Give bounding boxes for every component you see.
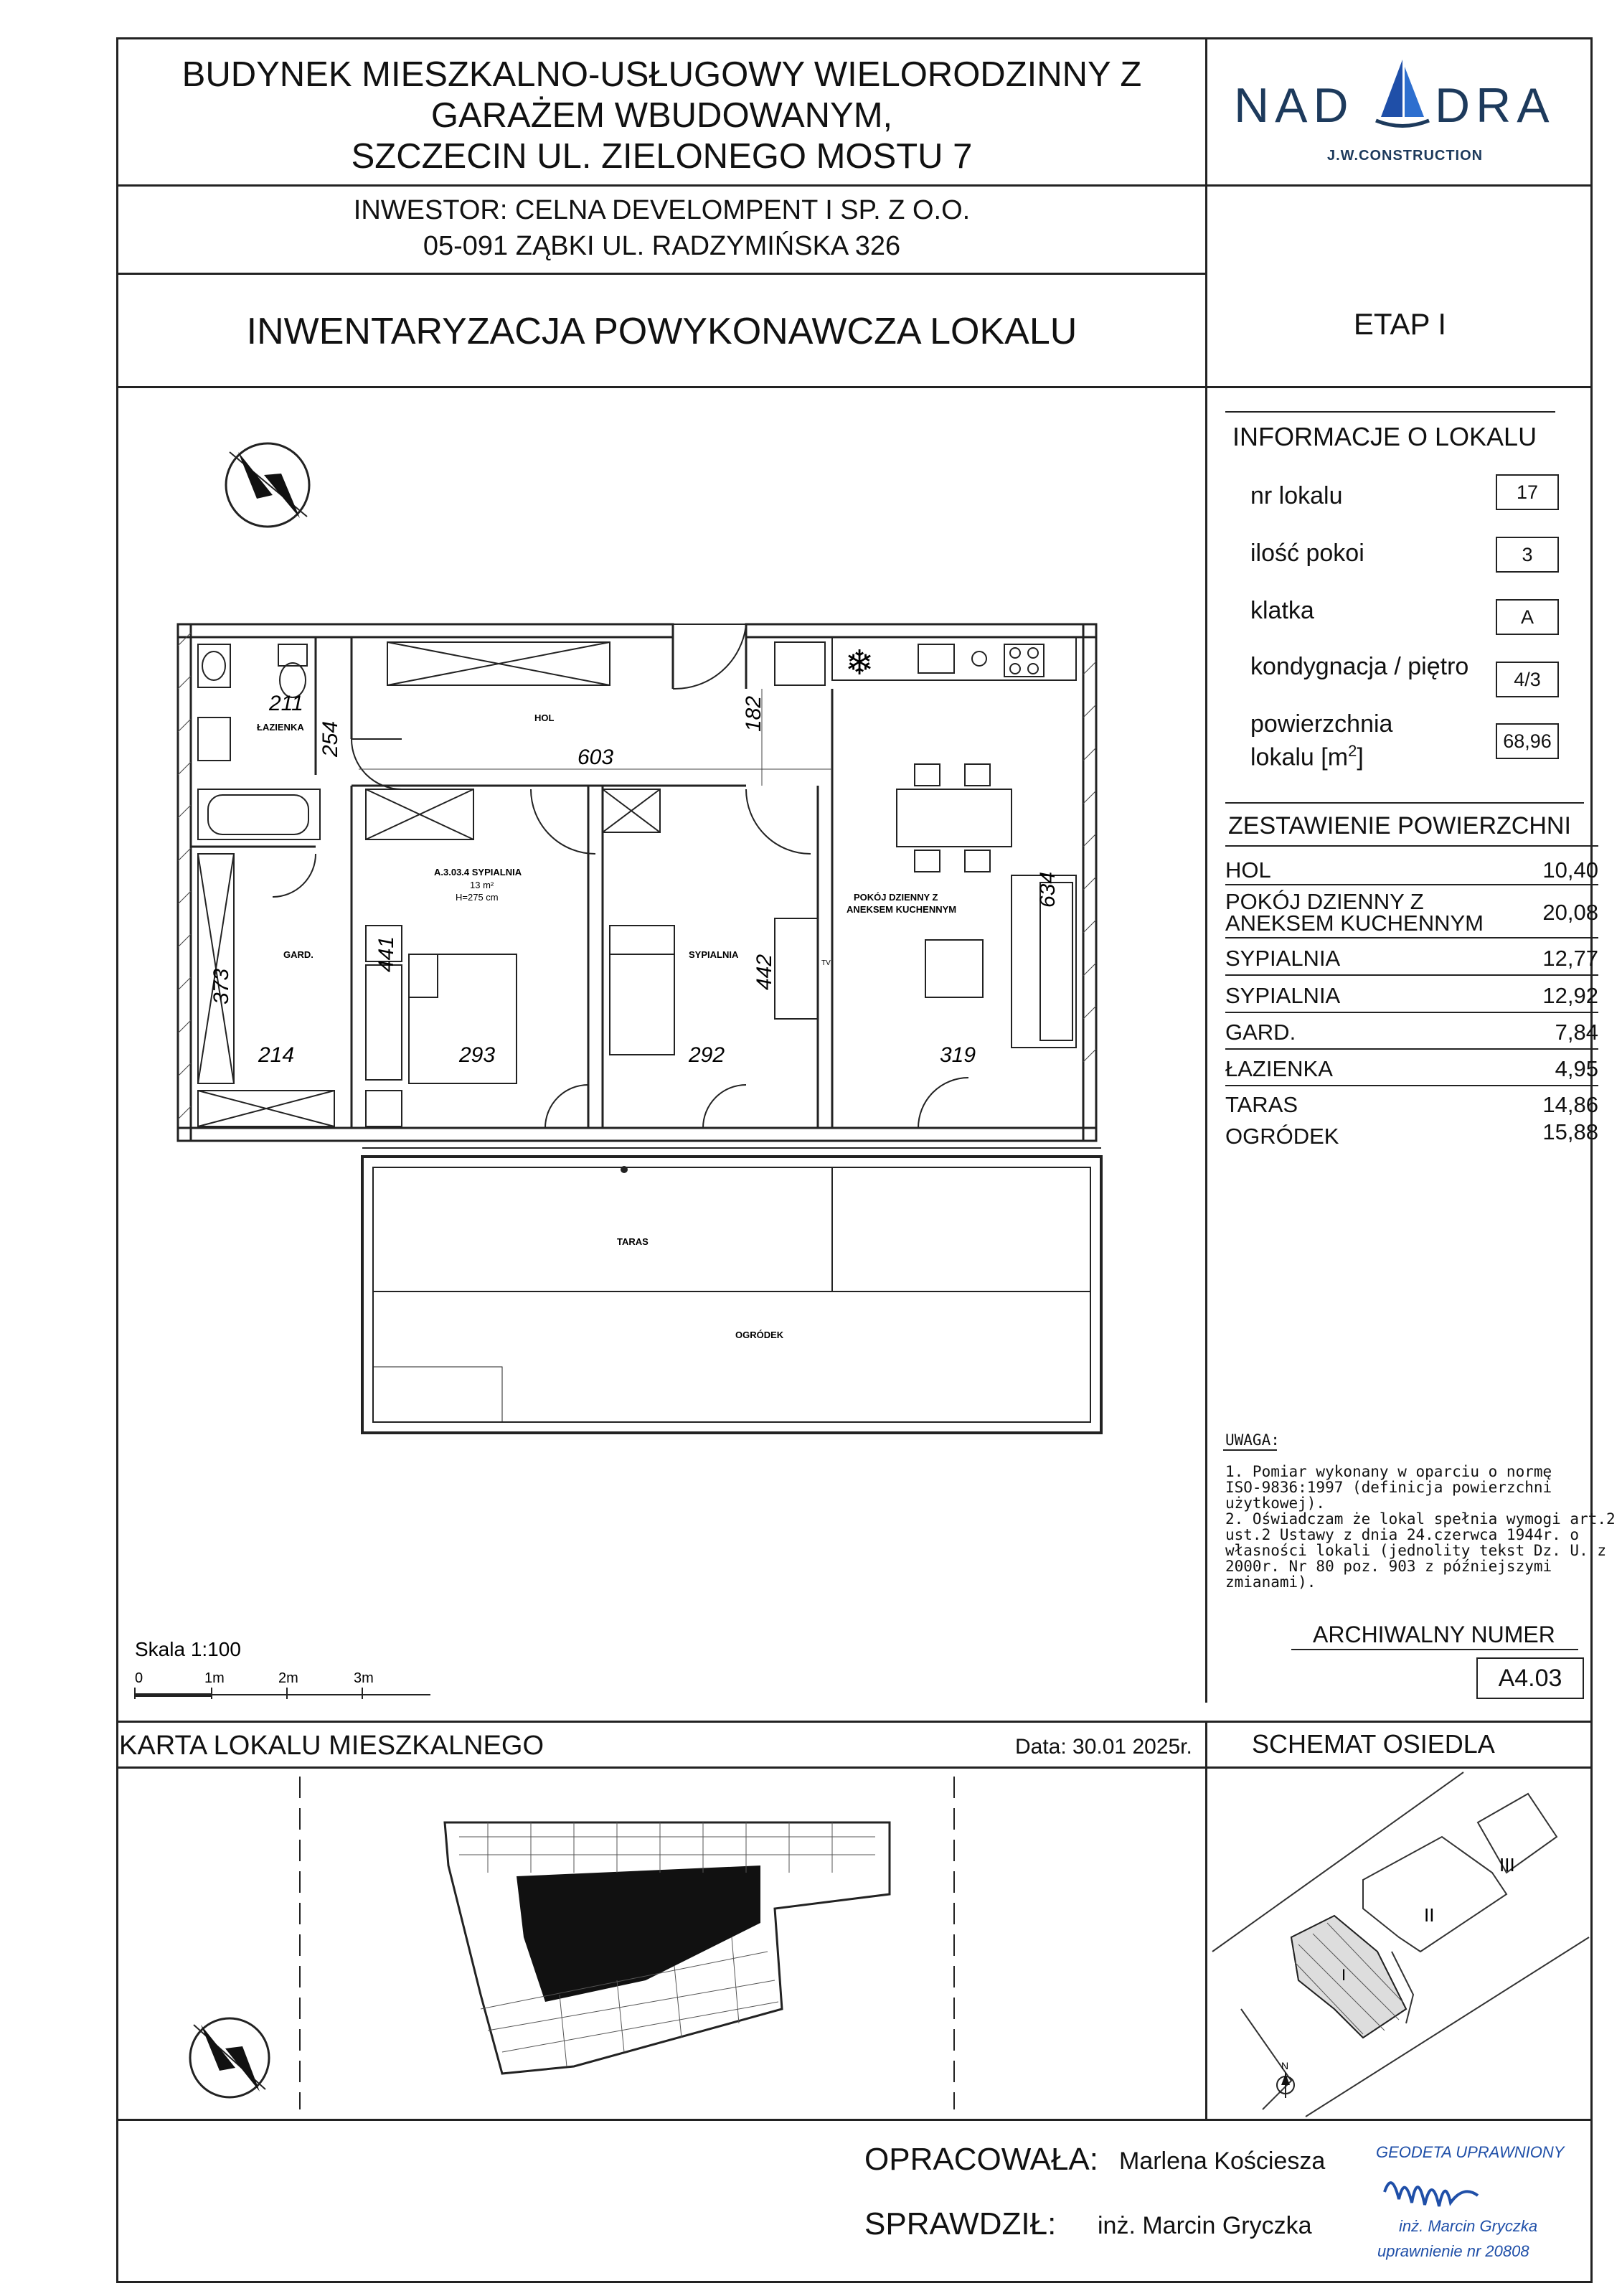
info-value-klatka: A [1496, 599, 1559, 635]
building-label-i: I [1342, 1966, 1347, 1984]
area-row: ŁAZIENKA 4,95 [1225, 1056, 1598, 1081]
svg-text:N: N [1281, 2060, 1289, 2071]
date-label: Data: 30.01 2025r. [1015, 1735, 1192, 1759]
schema-title: SCHEMAT OSIEDLA [1252, 1729, 1495, 1759]
room-label-sypialnia-main: A.3.03.4 SYPIALNIA [434, 867, 522, 878]
room-label-ogrodek: OGRÓDEK [735, 1330, 784, 1340]
area-row: GARD. 7,84 [1225, 1020, 1598, 1045]
snowflake-icon: ❄ [845, 643, 874, 683]
archive-number: A4.03 [1476, 1657, 1584, 1699]
document-title: INWENTARYZACJA POWYKONAWCZA LOKALU [246, 311, 1078, 352]
area-row: POKÓJ DZIENNY Z ANEKSEM KUCHENNYM 20,08 [1225, 889, 1598, 936]
info-label-powierzchnia: powierzchnia lokalu $[m^2]$ [1250, 710, 1393, 771]
svg-text:uprawnienie nr 20808: uprawnienie nr 20808 [1377, 2242, 1529, 2260]
building-label-iii: III [1499, 1854, 1515, 1876]
info-value-ilosc-pokoi: 3 [1496, 537, 1559, 573]
info-value-powierzchnia: 68,96 [1496, 723, 1559, 759]
dimension: 292 [689, 1043, 725, 1067]
svg-text:GEODETA UPRAWNIONY: GEODETA UPRAWNIONY [1376, 2143, 1565, 2161]
dimension: 373 [209, 968, 233, 1004]
room-label-pokoj-2: ANEKSEM KUCHENNYM [847, 904, 957, 915]
dimension: 211 [269, 692, 303, 715]
areas-title: ZESTAWIENIE POWIERZCHNI [1228, 812, 1571, 839]
dimension: 634 [1036, 871, 1060, 908]
dimension: 293 [459, 1043, 496, 1067]
compass-icon [226, 443, 309, 527]
surveyor-stamp [1370, 2142, 1578, 2271]
room-label-sypialnia: SYPIALNIA [689, 949, 739, 960]
info-value-kondygnacja: 4/3 [1496, 662, 1559, 697]
compass-icon [190, 2018, 269, 2097]
room-label-lazienka: ŁAZIENKA [257, 722, 304, 733]
checked-label: SPRAWDZIŁ: [864, 2206, 1057, 2241]
dimension: 254 [319, 720, 342, 757]
scale-tick: 0 [135, 1670, 143, 1686]
investor-info: INWESTOR: CELNA DEVELOMPENT I SP. Z O.O. 05-091 ZĄBKI UL. RADZYMIŃSKA 326 [353, 195, 971, 261]
prepared-name: Marlena Kościesza [1119, 2147, 1326, 2175]
logo-subtitle: J.W.CONSTRUCTION [1327, 148, 1484, 164]
area-row: TARAS 14,86 [1225, 1092, 1598, 1117]
brand-logo: NAD DRA J.W.CONSTRUCTION [1220, 56, 1585, 178]
info-label-nr-lokalu: nr lokalu [1250, 482, 1343, 509]
card-title: KARTA LOKALU MIESZKALNEGO [119, 1731, 544, 1761]
dimension: 214 [258, 1043, 295, 1067]
info-label-kondygnacja: kondygnacja / piętro [1250, 653, 1469, 680]
area-row: HOL 10,40 [1225, 857, 1598, 883]
sailboat-icon [1370, 56, 1435, 135]
building-title: BUDYNEK MIESZKALNO-USŁUGOWY WIELORODZINNY Z GARAŻEM WBUDOWANYM, SZCZECIN UL. ZIELONEGO MOSTU 7 [181, 55, 1142, 176]
room-label-pokoj: POKÓJ DZIENNY Z [854, 892, 938, 903]
area-row: OGRÓDEK 15,88 [1225, 1119, 1598, 1149]
info-title: INFORMACJE O LOKALU [1232, 422, 1537, 451]
info-value-nr-lokalu: 17 [1496, 474, 1559, 510]
dimension: 319 [940, 1043, 976, 1067]
area-row: SYPIALNIA 12,92 [1225, 983, 1598, 1008]
area-row: SYPIALNIA 12,77 [1225, 946, 1598, 971]
prepared-label: OPRACOWAŁA: [864, 2142, 1098, 2177]
site-plan [118, 1769, 1203, 2117]
room-area: 13 m² [470, 880, 494, 890]
notes-title: UWAGA: [1225, 1431, 1280, 1449]
estate-schema [1207, 1769, 1593, 2117]
scale-tick: 1m [204, 1670, 225, 1686]
checked-name: inż. Marcin Gryczka [1098, 2212, 1312, 2239]
stage-label: ETAP I [1353, 307, 1447, 341]
room-label-taras: TARAS [617, 1236, 649, 1247]
room-label-hol: HOL [534, 712, 555, 723]
building-label-ii: II [1424, 1904, 1435, 1926]
scale-tick: 3m [354, 1670, 374, 1686]
info-label-ilosc-pokoi: ilość pokoi [1250, 540, 1364, 567]
floor-plan [116, 387, 1203, 1700]
dimension: 603 [577, 745, 614, 769]
dimension: 441 [374, 936, 398, 972]
info-label-klatka: klatka [1250, 597, 1314, 624]
dimension: 182 [742, 695, 765, 732]
svg-text:inż. Marcin Gryczka: inż. Marcin Gryczka [1399, 2217, 1538, 2235]
archive-label: ARCHIWALNY NUMER [1313, 1622, 1555, 1647]
scale-tick: 2m [278, 1670, 298, 1686]
notes-body: 1. Pomiar wykonany w oparciu o normę ISO-9836:1997 (definicja powierzchni użytkowej). 2. Oświadczam że lokal spełnia wymogi art.2 ust.2 Ustawy z dnia 24.czerwca 1944r. o własności lokali (jednolity tekst Dz. U. z 2000r. Nr 80 poz. 903 z późniejszymi zmianami). [1225, 1463, 1616, 1591]
room-height: H=275 cm [456, 892, 499, 903]
dimension: 442 [753, 954, 776, 990]
tv-label: TV [821, 959, 831, 967]
room-label-gard: GARD. [283, 949, 313, 960]
scale-label: Skala 1:100 [135, 1638, 241, 1660]
